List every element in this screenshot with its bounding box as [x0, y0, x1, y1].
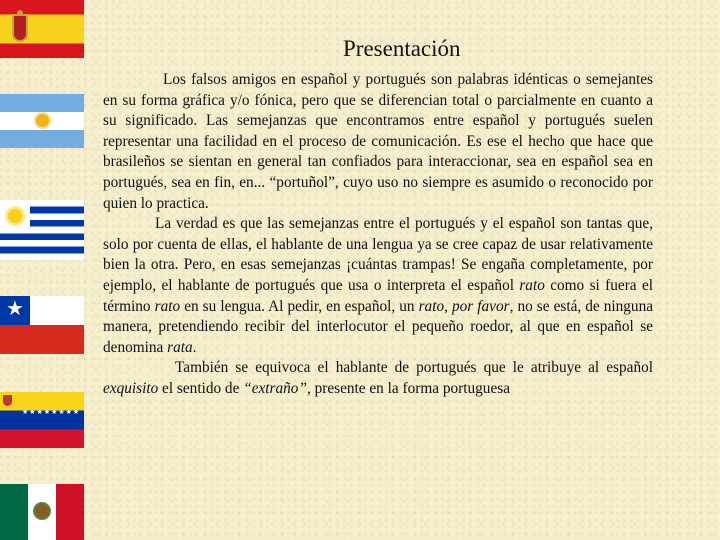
italic-term: rato, por favor	[418, 297, 510, 315]
sun-of-may-icon	[8, 209, 22, 223]
italic-term: rato	[154, 297, 181, 315]
mexico-flag	[0, 484, 84, 540]
text-run: el sentido de	[158, 379, 244, 397]
page-title: Presentación	[343, 36, 461, 61]
italic-term: rato	[519, 276, 545, 294]
text-run: La verdad es que las semejanzas entre el portugués y el español son tantas que, solo por cuenta de ellas, el hablante de una lengua ya se cree capaz de usar relativamente bien la otra. Pero, en esas semejanzas ¡cuántas trampas! Se engaña completamente, por ejemplo, el hablante de portugués que usa o interpreta el español	[103, 215, 653, 294]
text-run: en su lengua. Al pedir, en español, un	[180, 297, 419, 315]
chile-flag	[0, 296, 84, 354]
spain-flag	[0, 0, 84, 58]
flags-column	[0, 0, 92, 540]
italic-term: “extraño”	[243, 379, 307, 397]
paragraph-semejanzas	[103, 214, 653, 358]
paragraph-exquisito	[103, 358, 653, 399]
venezuela-coat-of-arms-icon	[3, 395, 12, 406]
star-icon: ★	[6, 298, 24, 320]
spain-coat-of-arms-icon	[12, 14, 28, 42]
text-run: como si fuera el término	[103, 276, 653, 315]
text-run: , no se está, de ninguna manera, pretendiendo recibir del interlocutor el pequeño roedor, al que en español se denomina	[103, 297, 654, 356]
text-run: .	[192, 338, 197, 356]
text-run: También se equivoca el hablante de portugués que le atribuye al español	[175, 359, 653, 377]
italic-term: rata	[167, 338, 193, 356]
italic-term: exquisito	[103, 379, 159, 397]
document-body	[103, 70, 653, 400]
argentina-flag	[0, 94, 84, 148]
sun-of-may-icon	[36, 114, 49, 127]
text-run: , presente en la forma portuguesa	[306, 379, 510, 397]
paragraph-intro: Los falsos amigos en español y portugués son palabras idénticas o semejantes en su forma gráfica y/o fónica, pero que se diferencian total o parcialmente en cuanto a su significado. Las semejanzas que encontramos entre español y portugués suelen representar una facilidad en el proceso de comunicación. Es ese el hecho que hace que brasileños se sientan en general tan confiados para interaccionar, sea en español sea en portugués, sea en fin, en... “portuñol”, cuyo uso no siempre es asumido o reconocido por quien lo practica.	[103, 71, 653, 212]
mexico-eagle-emblem-icon	[33, 502, 51, 520]
venezuela-flag	[0, 392, 84, 448]
stars-arc-icon: ★★★★★★★★	[22, 408, 81, 416]
uruguay-flag	[0, 200, 84, 260]
